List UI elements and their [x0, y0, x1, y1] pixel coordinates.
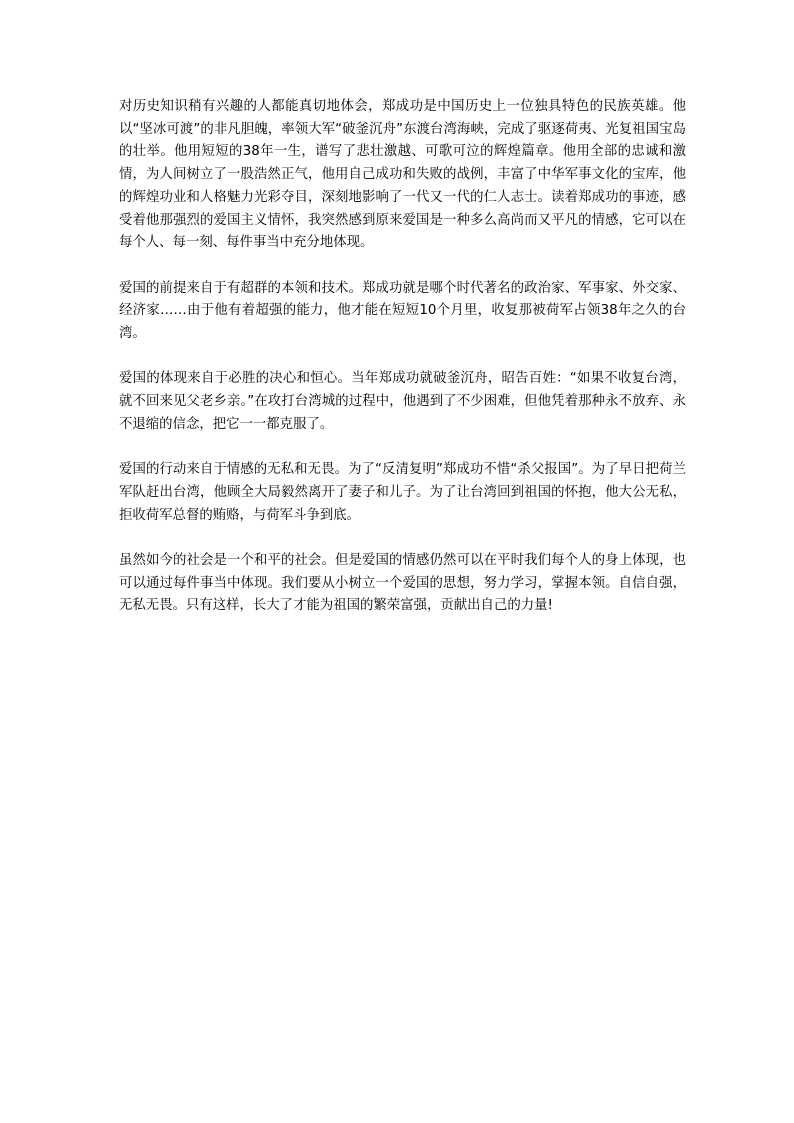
paragraph-intro: 对历史知识稍有兴趣的人都能真切地体会，郑成功是中国历史上一位独具特色的民族英雄。他以“坚冰可渡”的非凡胆魄，率领大军“破釜沉舟”东渡台湾海峡，完成了驱逐荷夷、光复祖国宝岛的壮举。他用短短的38年一生，谱写了悲壮激越、可歌可泣的辉煌篇章。他用全部的忠诚和激情，为人间树立了一股浩然正气，他用自己成功和失败的战例，丰富了中华军事文化的宝库，他的辉煌功业和人格魅力光彩夺目，深刻地影响了一代又一代的仁人志士。读着郑成功的事迹，感受着他那强烈的爱国主义情怀，我突然感到原来爱国是一种多么高尚而又平凡的情感，它可以在每个人、每一刻、每件事当中充分地体现。 [119, 99, 686, 251]
paragraph-determination: 爱国的体现来自于必胜的决心和恒心。当年郑成功就破釜沉舟，昭告百姓：“如果不收复台湾，就不回来见父老乡亲。”在攻打台湾城的过程中，他遇到了不少困难，但他凭着那种永不放弃、永不退缩的信念，把它一一都克服了。 [119, 371, 686, 432]
paragraph-conclusion: 虽然如今的社会是一个和平的社会。但是爱国的情感仍然可以在平时我们每个人的身上体现，也可以通过每件事当中体现。我们要从小树立一个爱国的思想，努力学习，掌握本领。自信自强，无私无畏。只有这样，长大了才能为祖国的繁荣富强，贡献出自己的力量! [119, 553, 686, 614]
essay-body [119, 96, 686, 618]
paragraph-selflessness: 爱国的行动来自于情感的无私和无畏。为了“反清复明”郑成功不惜“杀父报国”。为了早日把荷兰军队赶出台湾，他顾全大局毅然离开了妻子和儿子。为了让台湾回到祖国的怀抱，他大公无私，拒收荷军总督的贿赂，与荷军斗争到底。 [119, 462, 686, 523]
paragraph-ability: 爱国的前提来自于有超群的本领和技术。郑成功就是哪个时代著名的政治家、军事家、外交家、经济家……由于他有着超强的能力，他才能在短短10个月里，收复那被荷军占领38年之久的台湾。 [119, 280, 686, 342]
